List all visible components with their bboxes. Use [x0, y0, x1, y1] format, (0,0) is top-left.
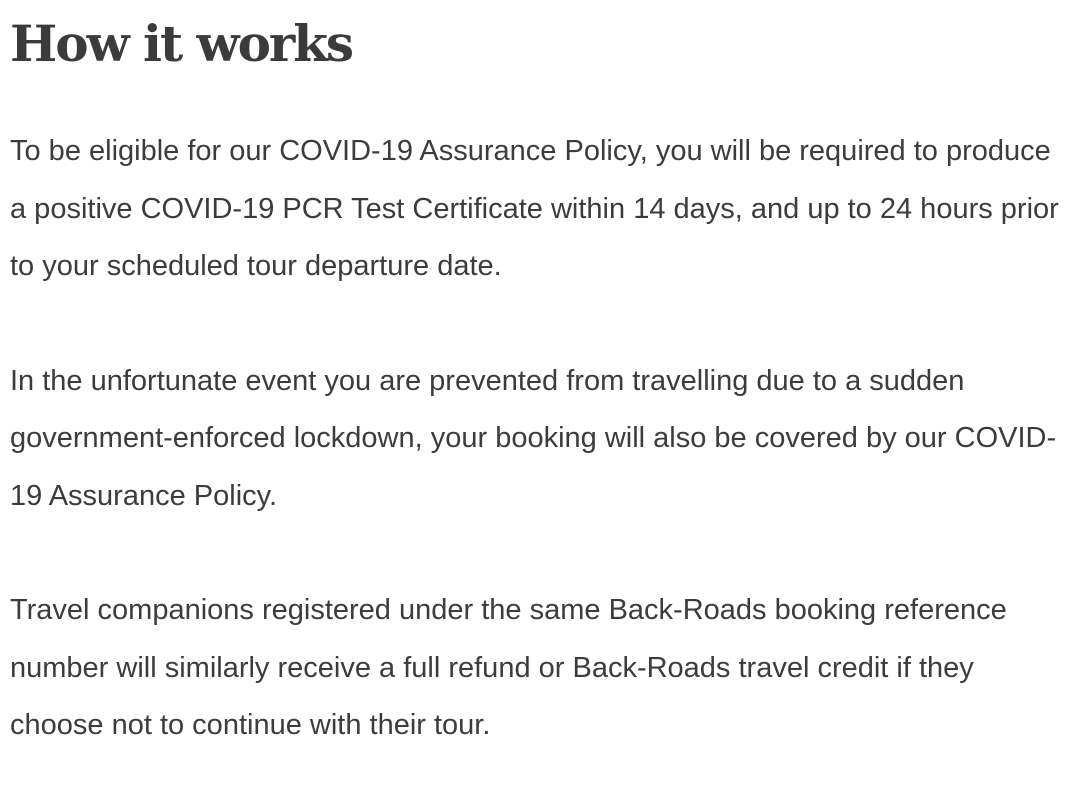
how-it-works-section — [10, 0, 1070, 755]
eligibility-paragraph: To be eligible for our COVID-19 Assurance Policy, you will be required to produce a positive COVID-19 PCR Test Certificate within 14 days, and up to 24 hours prior to your scheduled tour departure date. — [10, 135, 1059, 282]
section-heading: How it works — [10, 14, 353, 73]
lockdown-paragraph: In the unfortunate event you are prevented from travelling due to a sudden government-enforced lockdown, your booking will also be covered by our COVID-19 Assurance Policy. — [10, 364, 1057, 512]
travel-companions-paragraph: Travel companions registered under the same Back-Roads booking reference number will similarly receive a full refund or Back-Roads travel credit if they choose not to continue with their tour. — [10, 594, 1007, 741]
